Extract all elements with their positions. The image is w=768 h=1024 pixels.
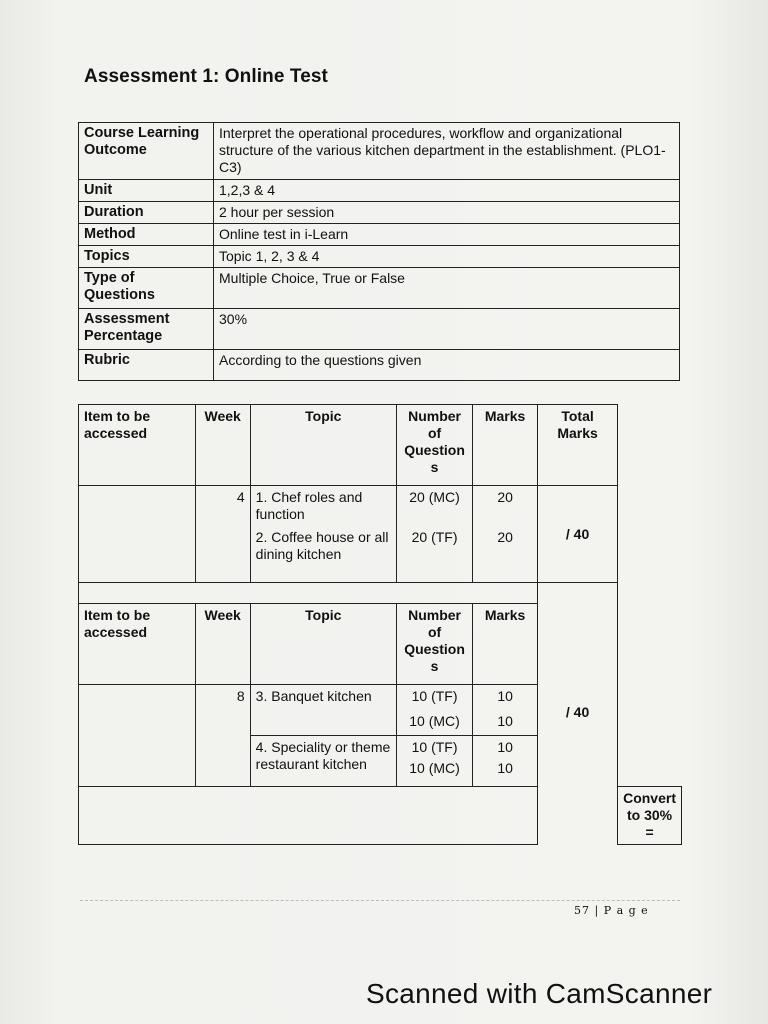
section1-marks-1: 20 [473, 486, 538, 527]
section2-week: 8 [195, 685, 250, 787]
info-row [79, 123, 680, 180]
header-item: Item to be accessed [79, 405, 196, 486]
info-label: Rubric [79, 350, 214, 381]
section2-number-2a: 10 (TF) [411, 739, 458, 755]
info-label: Type of Questions [79, 268, 214, 309]
info-row [79, 350, 680, 381]
spacer-row [79, 583, 682, 604]
page-number: 57 | P a g e [574, 904, 649, 917]
section2-number-1b: 10 (MC) [409, 713, 460, 729]
header-total: Total Marks [538, 405, 618, 486]
section2-marks-1 [473, 685, 538, 736]
info-row [79, 309, 680, 350]
section2-topic-2: 4. Speciality or theme restaurant kitchen [250, 736, 396, 787]
info-row [79, 224, 680, 246]
section2-total: / 40 [565, 704, 590, 720]
convert-empty-cell [79, 787, 538, 845]
header-marks: Marks [473, 604, 538, 685]
info-value: According to the questions given [214, 350, 680, 381]
info-row [79, 268, 680, 309]
info-value: Interpret the operational procedures, workflow and organizational structure of the various kitchen department in the establishment. (PLO1-C3) [214, 123, 680, 180]
section1-marks-2: 20 [473, 526, 538, 583]
section2-marks-1a: 10 [497, 688, 513, 704]
header-week: Week [195, 405, 250, 486]
empty-cell [79, 486, 196, 583]
section1-week: 4 [195, 486, 250, 583]
section1-total: / 40 [538, 486, 618, 583]
info-label: Assessment Percentage [79, 309, 214, 350]
section1-topic-2: 2. Coffee house or all dining kitchen [250, 526, 396, 583]
info-label: Topics [79, 246, 214, 268]
section2-topic-1: 3. Banquet kitchen [250, 685, 396, 736]
info-row [79, 180, 680, 202]
section2-number-1a: 10 (TF) [411, 688, 458, 704]
info-label: Duration [79, 202, 214, 224]
info-value: 2 hour per session [214, 202, 680, 224]
header-topic: Topic [250, 405, 396, 486]
info-value: Multiple Choice, True or False [214, 268, 680, 309]
info-value: Online test in i-Learn [214, 224, 680, 246]
info-label: Unit [79, 180, 214, 202]
empty-cell [79, 685, 196, 787]
section2-number-1 [396, 685, 472, 736]
info-label: Course Learning Outcome [79, 123, 214, 180]
section2-marks-1b: 10 [497, 713, 513, 729]
header-number: Number of Question s [396, 604, 472, 685]
section2-total-cell [538, 583, 618, 845]
info-value: 1,2,3 & 4 [214, 180, 680, 202]
section1-topic-1: 1. Chef roles and function [250, 486, 396, 527]
page-title: Assessment 1: Online Test [84, 66, 328, 87]
section1-number-2: 20 (TF) [396, 526, 472, 583]
header-item: Item to be accessed [79, 604, 196, 685]
section2-marks-2a: 10 [497, 739, 513, 755]
page-divider [80, 900, 680, 901]
assessment-info-table [78, 122, 680, 381]
convert-cell: Convert to 30% = [618, 787, 682, 845]
info-row [79, 202, 680, 224]
table-header-row [79, 405, 682, 486]
header-topic: Topic [250, 604, 396, 685]
section1-number-1: 20 (MC) [396, 486, 472, 527]
section2-number-2 [396, 736, 472, 787]
marks-table [78, 404, 682, 845]
table-row [79, 486, 682, 527]
section2-marks-2 [473, 736, 538, 787]
info-label: Method [79, 224, 214, 246]
header-number: Number of Question s [396, 405, 472, 486]
spacer-cell [79, 583, 538, 604]
info-value: 30% [214, 309, 680, 350]
header-marks: Marks [473, 405, 538, 486]
section2-number-2b: 10 (MC) [409, 760, 460, 776]
info-value: Topic 1, 2, 3 & 4 [214, 246, 680, 268]
camscanner-watermark: Scanned with CamScanner [366, 978, 713, 1009]
info-row [79, 246, 680, 268]
section2-marks-2b: 10 [497, 760, 513, 776]
header-week: Week [195, 604, 250, 685]
